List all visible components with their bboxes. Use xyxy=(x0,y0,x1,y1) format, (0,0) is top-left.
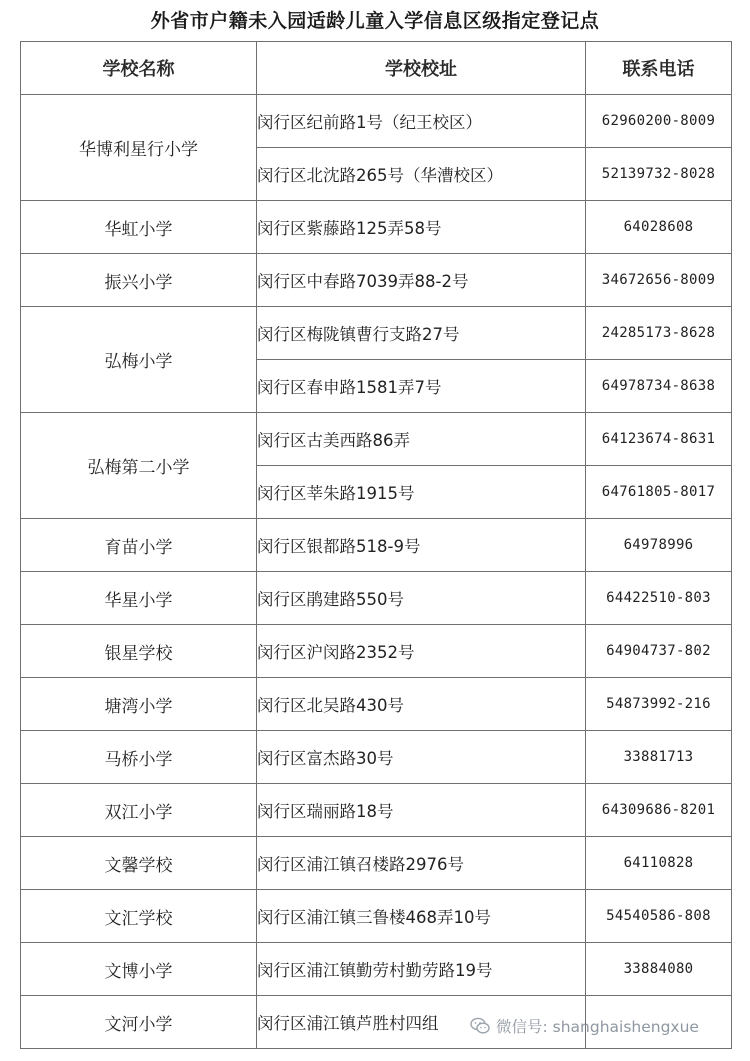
phone-cell: 24285173-8628 xyxy=(586,307,732,360)
phone-cell: 62960200-8009 xyxy=(586,95,732,148)
table-row xyxy=(21,95,732,148)
phone-cell: 64309686-8201 xyxy=(586,784,732,837)
registration-table xyxy=(20,41,732,1049)
school-address-cell: 闵行区富杰路30号 xyxy=(257,731,586,784)
school-name-cell: 育苗小学 xyxy=(21,519,257,572)
school-name-cell: 文博小学 xyxy=(21,943,257,996)
school-name-cell: 文河小学 xyxy=(21,996,257,1049)
phone-cell: 64110828 xyxy=(586,837,732,890)
table-row xyxy=(21,943,732,996)
school-address-cell: 闵行区浦江镇勤劳村勤劳路19号 xyxy=(257,943,586,996)
school-name-cell: 马桥小学 xyxy=(21,731,257,784)
table-row xyxy=(21,572,732,625)
school-address-cell: 闵行区浦江镇三鲁楼468弄10号 xyxy=(257,890,586,943)
school-address-cell: 闵行区春申路1581弄7号 xyxy=(257,360,586,413)
phone-cell: 64422510-803 xyxy=(586,572,732,625)
page-title: 外省市户籍未入园适龄儿童入学信息区级指定登记点 xyxy=(150,10,600,32)
header-school-name: 学校名称 xyxy=(21,42,257,95)
school-address-cell: 闵行区鹃建路550号 xyxy=(257,572,586,625)
phone-cell: 33884080 xyxy=(586,943,732,996)
school-name-cell: 弘梅第二小学 xyxy=(21,413,257,519)
header-phone: 联系电话 xyxy=(586,42,732,95)
school-address-cell: 闵行区紫藤路125弄58号 xyxy=(257,201,586,254)
table-row xyxy=(21,307,732,360)
school-address-cell: 闵行区浦江镇召楼路2976号 xyxy=(257,837,586,890)
table-row xyxy=(21,731,732,784)
header-school-address: 学校校址 xyxy=(257,42,586,95)
table-row xyxy=(21,254,732,307)
school-address-cell: 闵行区银都路518-9号 xyxy=(257,519,586,572)
school-address-cell: 闵行区沪闵路2352号 xyxy=(257,625,586,678)
table-row xyxy=(21,784,732,837)
school-name-cell: 弘梅小学 xyxy=(21,307,257,413)
table-row xyxy=(21,890,732,943)
phone-cell: 64761805-8017 xyxy=(586,466,732,519)
school-address-cell: 闵行区北吴路430号 xyxy=(257,678,586,731)
school-name-cell: 华博利星行小学 xyxy=(21,95,257,201)
school-address-cell: 闵行区纪前路1号（纪王校区） xyxy=(257,95,586,148)
school-name-cell: 华虹小学 xyxy=(21,201,257,254)
table-header-row xyxy=(21,42,732,95)
phone-cell: 64028608 xyxy=(586,201,732,254)
phone-cell: 64904737-802 xyxy=(586,625,732,678)
table-row xyxy=(21,519,732,572)
school-name-cell: 振兴小学 xyxy=(21,254,257,307)
phone-cell: 54873992-216 xyxy=(586,678,732,731)
phone-cell: 33881713 xyxy=(586,731,732,784)
school-address-cell: 闵行区中春路7039弄88-2号 xyxy=(257,254,586,307)
school-name-cell: 文馨学校 xyxy=(21,837,257,890)
wechat-icon xyxy=(470,1017,490,1035)
school-name-cell: 文汇学校 xyxy=(21,890,257,943)
school-name-cell: 塘湾小学 xyxy=(21,678,257,731)
school-name-cell: 华星小学 xyxy=(21,572,257,625)
table-row xyxy=(21,678,732,731)
phone-cell: 52139732-8028 xyxy=(586,148,732,201)
school-address-cell: 闵行区古美西路86弄 xyxy=(257,413,586,466)
school-address-cell: 闵行区北沈路265号（华漕校区） xyxy=(257,148,586,201)
school-name-cell: 银星学校 xyxy=(21,625,257,678)
school-name-cell: 双江小学 xyxy=(21,784,257,837)
school-address-cell: 闵行区瑞丽路18号 xyxy=(257,784,586,837)
school-address-cell: 闵行区莘朱路1915号 xyxy=(257,466,586,519)
wechat-watermark xyxy=(470,1013,699,1039)
phone-cell: 54540586-808 xyxy=(586,890,732,943)
table-row xyxy=(21,413,732,466)
school-address-cell: 闵行区梅陇镇曹行支路27号 xyxy=(257,307,586,360)
phone-cell: 64978996 xyxy=(586,519,732,572)
school-address-cell: 闵行区浦江镇芦胜村四组 xyxy=(257,996,586,1049)
table-row xyxy=(21,201,732,254)
table-row xyxy=(21,837,732,890)
phone-cell: 64123674-8631 xyxy=(586,413,732,466)
watermark-text: 微信号: shanghaishengxue xyxy=(496,1018,699,1036)
phone-cell: 64978734-8638 xyxy=(586,360,732,413)
table-row xyxy=(21,625,732,678)
phone-cell: 34672656-8009 xyxy=(586,254,732,307)
